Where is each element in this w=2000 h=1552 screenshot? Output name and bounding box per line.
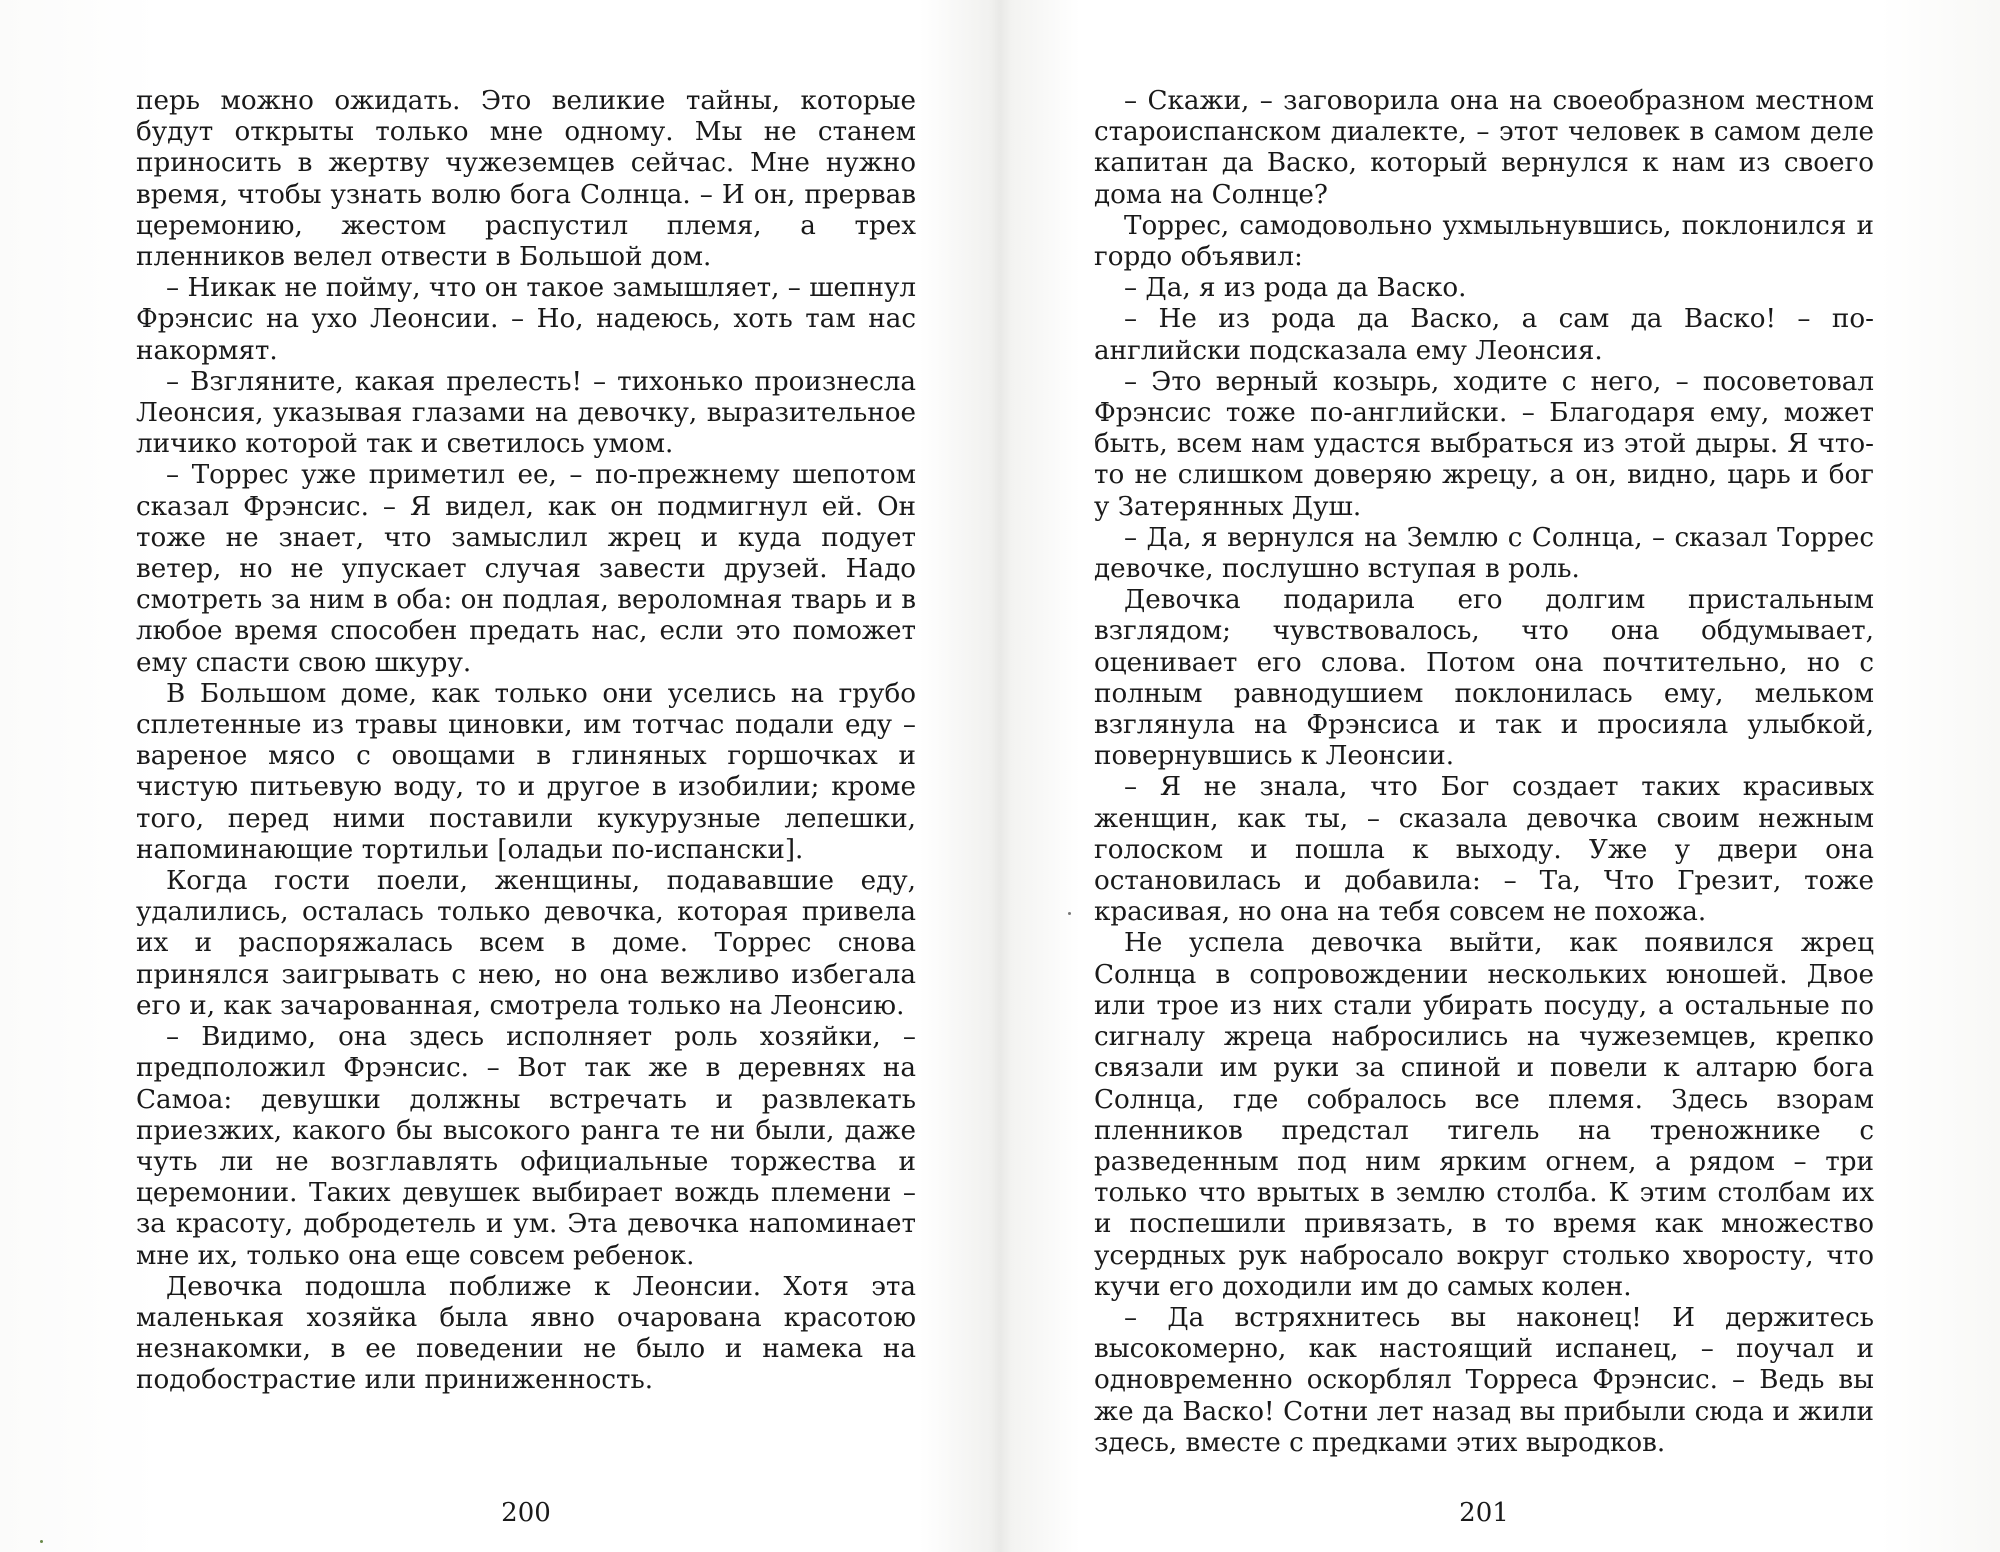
page-number: 201 xyxy=(1459,1498,1509,1528)
paragraph: – Да встряхнитесь вы наконец! И держитесь высокомерно, как настоящий испанец, – поучал и одновременно оскорблял Торреса Фрэнсис. – Ведь вы же да Васко! Сотни лет назад вы прибыли сюда и жили здесь, вместе с предками этих выродков. xyxy=(1094,1302,1874,1458)
page-number: 200 xyxy=(501,1498,551,1528)
print-speck xyxy=(1068,912,1071,915)
paragraph: Торрес, самодовольно ухмыльнувшись, поклонился и гордо объявил: xyxy=(1094,210,1874,273)
paragraph: – Скажи, – заговорила она на своеобразном местном староиспанском диалекте, – этот человек в самом деле капитан да Васко, который вернулся к нам из своего дома на Солнце? xyxy=(1094,86,1874,210)
paragraph: – Взгляните, какая прелесть! – тихонько произнесла Леонсия, указывая глазами на девочку, выразительное личико которой так и светилось умом. xyxy=(136,366,916,460)
paragraph: Девочка подарила его долгим пристальным взглядом; чувствовалось, что она обдумывает, оценивает его слова. Потом она почтительно, но с полным равнодушием поклонилась ему, мельком взглянула на Фрэнсиса и так и просияла улыбкой, повернувшись к Леонсии. xyxy=(1094,585,1874,772)
paragraph: – Да, я из рода да Васко. xyxy=(1124,273,1467,304)
paragraph: В Большом доме, как только они уселись на грубо сплетенные из травы циновки, им тотчас подали еду – вареное мясо с овощами в глиняных горшочках и чистую питьевую воду, то и другое в изобилии; кроме того, перед ними поставили кукурузные лепешки, напоминающие тортильи [оладьи по-испански]. xyxy=(136,678,916,865)
right-page xyxy=(1094,86,1874,1528)
paragraph: Когда гости поели, женщины, подававшие еду, удалились, осталась только девочка, которая привела их и распоряжалась всем в доме. Торрес снова принялся заигрывать с нею, но она вежливо избегала его и, как зачарованная, смотрела только на Леонсию. xyxy=(136,866,916,1021)
paragraph: Девочка подошла поближе к Леонсии. Хотя эта маленькая хозяйка была явно очарована красотою незнакомки, в ее поведении не было и намека на подобострастие или приниженность. xyxy=(136,1271,916,1396)
paragraph: – Никак не пойму, что он такое замышляет, – шепнул Фрэнсис на ухо Леонсии. – Но, надеюсь, хоть там нас накормят. xyxy=(136,273,916,366)
paragraph: – Это верный козырь, ходите с него, – посоветовал Фрэнсис тоже по-английски. – Благодаря ему, может быть, всем нам удастся выбраться из этой дыры. Я что-то не слишком доверяю жрецу, а он, видно, царь и бог у Затерянных Душ. xyxy=(1094,366,1874,522)
paragraph: – Да, я вернулся на Землю с Солнца, – сказал Торрес девочке, послушно вступая в роль. xyxy=(1094,522,1874,585)
paragraph: – Видимо, она здесь исполняет роль хозяйки, – предположил Фрэнсис. – Вот так же в деревнях на Самоа: девушки должны встречать и развлекать приезжих, какого бы высокого ранга те ни были, даже чуть ли не возглавлять официальные торжества и церемонии. Таких девушек выбирает вождь племени – за красоту, добродетель и ум. Эта девочка напоминает мне их, только она еще совсем ребенок. xyxy=(136,1022,916,1271)
right-page-text xyxy=(1094,86,1874,1459)
print-speck xyxy=(40,1540,43,1543)
paragraph: Не успела девочка выйти, как появился жрец Солнца в сопровождении нескольких юношей. Двое или трое из них стали убирать посуду, а остальные по сигналу жреца набросились на чужеземцев, крепко связали им руки за спиной и повели к алтарю бога Солнца, где собралось все племя. Здесь взорам пленников предстал тигель на треножнике с разведенным под ним ярким огнем, а рядом – три только что врытых в землю столба. К этим столбам их и поспешили привязать, в то время как множество усердных рук набросало вокруг столько хворосту, что кучи его доходили им до самых колен. xyxy=(1094,928,1874,1302)
paragraph: – Я не знала, что Бог создает таких красивых женщин, как ты, – сказала девочка своим нежным голоском и пошла к выходу. Уже у двери она остановилась и добавила: – Та, Что Грезит, тоже красивая, но она на тебя совсем не похожа. xyxy=(1094,772,1874,928)
left-page xyxy=(136,86,916,1528)
paragraph: – Не из рода да Васко, а сам да Васко! – по-английски подсказала ему Леонсия. xyxy=(1094,304,1874,366)
paragraph: перь можно ожидать. Это великие тайны, которые будут открыты только мне одному. Мы не станем приносить в жертву чужеземцев сейчас. Мне нужно время, чтобы узнать волю бога Солнца. – И он, прервав церемонию, жестом распустил племя, а трех пленников велел отвести в Большой дом. xyxy=(136,86,916,273)
left-page-text xyxy=(136,86,916,1397)
paragraph: – Торрес уже приметил ее, – по-прежнему шепотом сказал Фрэнсис. – Я видел, как он подмигнул ей. Он тоже не знает, что замыслил жрец и куда подует ветер, но не упускает случая завести друзей. Надо смотреть за ним в оба: он подлая, вероломная тварь и в любое время способен предать нас, если это поможет ему спасти свою шкуру. xyxy=(136,460,916,678)
